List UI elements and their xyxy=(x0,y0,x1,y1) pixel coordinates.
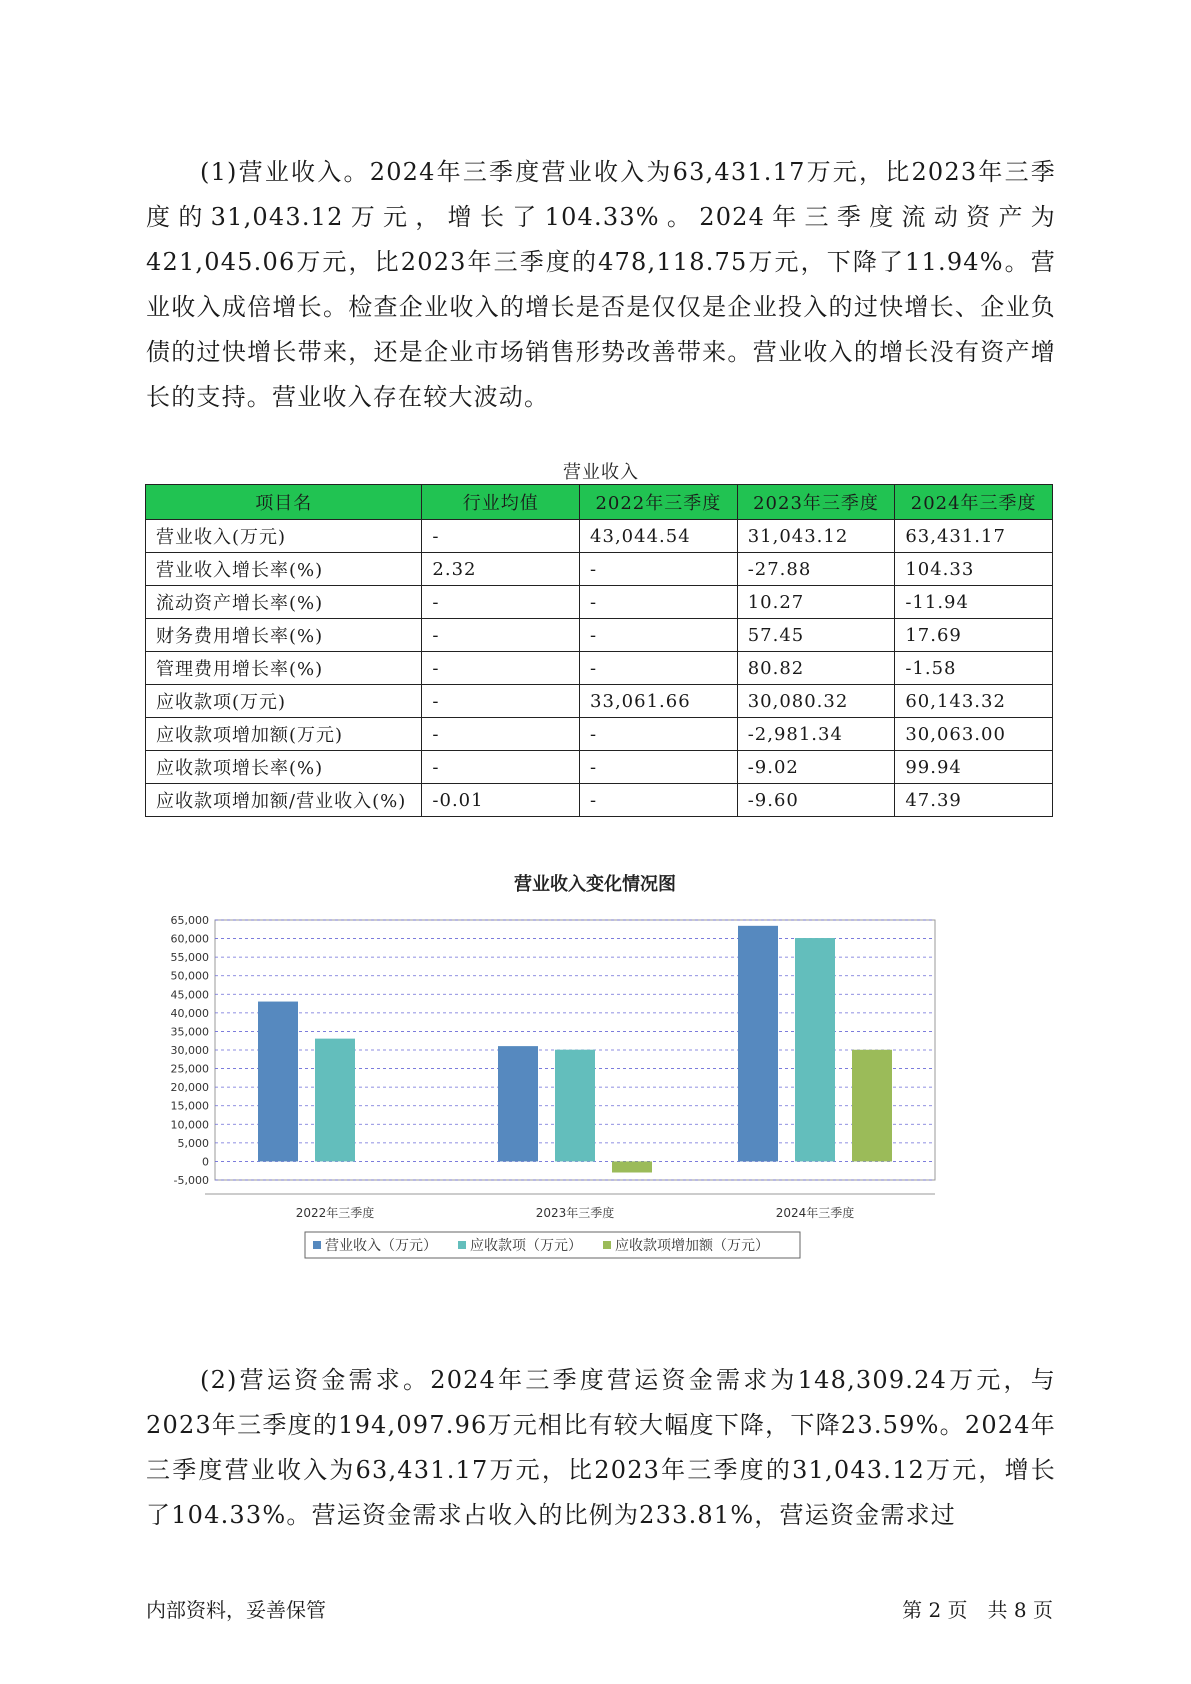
table-cell: - xyxy=(580,652,738,685)
table-cell: 80.82 xyxy=(737,652,895,685)
legend-label: 应收款项（万元） xyxy=(470,1238,582,1254)
table-row xyxy=(146,685,1053,718)
paragraph-text: (2)营运资金需求。2024年三季度营运资金需求为148,309.24万元，与2023年三季度的194,097.96万元相比有较大幅度下降，下降23.59%。2024年三季度营业收入为63,431.17万元，比2023年三季度的31,043.12万元，增长了104.33%。营运资金需求占收入的比例为233.81%，营运资金需求过 xyxy=(146,1366,1056,1529)
table-cell: 流动资产增长率(%) xyxy=(146,586,422,619)
table-cell: 104.33 xyxy=(895,553,1053,586)
y-tick-label: 30,000 xyxy=(170,1044,209,1057)
table-cell: 30,080.32 xyxy=(737,685,895,718)
table-cell: 应收款项增加额(万元) xyxy=(146,718,422,751)
y-tick-label: 20,000 xyxy=(170,1081,209,1095)
table-row xyxy=(146,652,1053,685)
y-tick-label: 10,000 xyxy=(170,1118,209,1132)
table-cell: 30,063.00 xyxy=(895,718,1053,751)
table-cell: - xyxy=(422,652,580,685)
table-cell: 应收款项增长率(%) xyxy=(146,751,422,784)
table-cell: 应收款项增加额/营业收入(%) xyxy=(146,784,422,817)
y-tick-label: 15,000 xyxy=(170,1099,209,1113)
legend-label: 应收款项增加额（万元） xyxy=(615,1238,769,1254)
y-tick-label: 0 xyxy=(202,1155,209,1169)
table-cell: - xyxy=(422,619,580,652)
legend-swatch xyxy=(458,1241,466,1249)
x-tick-label: 2022年三季度 xyxy=(295,1206,375,1220)
table-row xyxy=(146,520,1053,553)
table-cell: 63,431.17 xyxy=(895,520,1053,553)
table-cell: -9.02 xyxy=(737,751,895,784)
y-tick-label: 65,000 xyxy=(170,914,209,927)
table-title: 营业收入 xyxy=(563,462,639,483)
paragraph-working-capital xyxy=(146,1358,1056,1538)
bar-2 xyxy=(795,938,835,1161)
header-2024-q3: 2024年三季度 xyxy=(895,485,1053,520)
table-cell: - xyxy=(580,718,738,751)
table-cell: 60,143.32 xyxy=(895,685,1053,718)
bar-1 xyxy=(738,926,778,1162)
table-cell: - xyxy=(580,784,738,817)
table-row xyxy=(146,586,1053,619)
table-cell: - xyxy=(422,586,580,619)
bar-1 xyxy=(258,1002,298,1162)
table-cell: 10.27 xyxy=(737,586,895,619)
table-cell: 47.39 xyxy=(895,784,1053,817)
table-cell: 财务费用增长率(%) xyxy=(146,619,422,652)
table-cell: 营业收入(万元) xyxy=(146,520,422,553)
paragraph-operating-revenue xyxy=(146,150,1056,420)
table-cell: - xyxy=(422,751,580,784)
table-cell: - xyxy=(580,751,738,784)
y-tick-label: 40,000 xyxy=(170,1006,209,1020)
header-item-name: 项目名 xyxy=(146,485,422,520)
bar-1 xyxy=(498,1046,538,1161)
header-2022-q3: 2022年三季度 xyxy=(580,485,738,520)
table-cell: -0.01 xyxy=(422,784,580,817)
legend-swatch xyxy=(603,1241,611,1249)
table-cell: - xyxy=(580,619,738,652)
table-row xyxy=(146,553,1053,586)
table-row xyxy=(146,619,1053,652)
table-cell: 57.45 xyxy=(737,619,895,652)
legend-label: 营业收入（万元） xyxy=(325,1238,437,1254)
y-tick-label: 45,000 xyxy=(170,988,209,1002)
table-cell: - xyxy=(422,718,580,751)
table-cell: 管理费用增长率(%) xyxy=(146,652,422,685)
table-row xyxy=(146,718,1053,751)
table-cell: -1.58 xyxy=(895,652,1053,685)
table-cell: - xyxy=(580,553,738,586)
table-cell: 2.32 xyxy=(422,553,580,586)
table-cell: -27.88 xyxy=(737,553,895,586)
y-tick-label: 5,000 xyxy=(177,1136,209,1150)
chart-title: 营业收入变化情况图 xyxy=(514,874,676,895)
header-2023-q3: 2023年三季度 xyxy=(737,485,895,520)
table-cell: - xyxy=(580,586,738,619)
table-cell: 17.69 xyxy=(895,619,1053,652)
y-tick-label: 25,000 xyxy=(170,1062,209,1076)
table-cell: -2,981.34 xyxy=(737,718,895,751)
table-cell: 43,044.54 xyxy=(580,520,738,553)
table-cell: - xyxy=(422,685,580,718)
table-row xyxy=(146,784,1053,817)
revenue-table xyxy=(145,484,1053,817)
y-tick-label: -5,000 xyxy=(173,1174,209,1187)
y-tick-label: 60,000 xyxy=(170,932,209,946)
table-cell: 31,043.12 xyxy=(737,520,895,553)
chart-canvas xyxy=(160,900,1030,1320)
revenue-chart xyxy=(160,870,1030,1320)
bar-2 xyxy=(315,1039,355,1162)
table-cell: - xyxy=(422,520,580,553)
paragraph-text: (1)营业收入。2024年三季度营业收入为63,431.17万元，比2023年三季度的31,043.12万元，增长了104.33%。2024年三季度流动资产为421,045.06万元，比2023年三季度的478,118.75万元，下降了11.94%。营业收入成倍增长。检查企业收入的增长是否是仅仅是企业投入的过快增长、企业负债的过快增长带来，还是企业市场销售形势改善带来。营业收入的增长没有资产增长的支持。营业收入存在较大波动。 xyxy=(146,158,1056,411)
table-cell: 33,061.66 xyxy=(580,685,738,718)
y-tick-label: 35,000 xyxy=(170,1025,209,1039)
table-cell: 营业收入增长率(%) xyxy=(146,553,422,586)
table-header-row xyxy=(146,485,1053,520)
bar-3 xyxy=(612,1161,652,1172)
x-tick-label: 2023年三季度 xyxy=(535,1206,615,1220)
table-cell: 99.94 xyxy=(895,751,1053,784)
bar-2 xyxy=(555,1050,595,1162)
page-number: 第 2 页 共 8 页 xyxy=(902,1598,1053,1622)
table-cell: -9.60 xyxy=(737,784,895,817)
x-tick-label: 2024年三季度 xyxy=(775,1206,855,1220)
footer-note: 内部资料，妥善保管 xyxy=(146,1598,326,1622)
header-industry-avg: 行业均值 xyxy=(422,485,580,520)
table-cell: -11.94 xyxy=(895,586,1053,619)
legend-swatch xyxy=(313,1241,321,1249)
y-tick-label: 50,000 xyxy=(170,969,209,983)
table-row xyxy=(146,751,1053,784)
y-tick-label: 55,000 xyxy=(170,951,209,965)
table-cell: 应收款项(万元) xyxy=(146,685,422,718)
bar-3 xyxy=(852,1050,892,1162)
